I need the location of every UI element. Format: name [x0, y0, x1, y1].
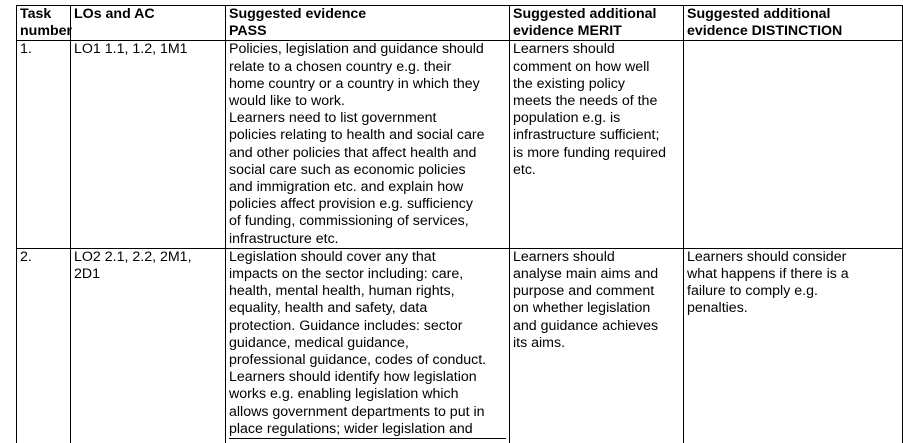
header-pass: Suggested evidence PASS — [226, 6, 510, 41]
distinction-cell: Learners should consider what happens if there is a failure to comply e.g. penalties. — [684, 248, 903, 443]
assessment-criteria-table — [16, 5, 903, 443]
pass-cell: Legislation should cover any that impacts on the sector including: care, health, mental health, human rights, equality, health and safety, data protection. Guidance includes: sector guidance, medical guidance, professional guidance, codes of conduct. Learners should identify how legislation works e.g. enabling legislation which allows government departments to put in place regulations; wider legislation and — [226, 248, 510, 443]
los-cell: LO1 1.1, 1.2, 1M1 — [71, 41, 226, 248]
header-task-number: Task number — [17, 6, 71, 41]
header-row — [17, 6, 903, 41]
header-merit: Suggested additional evidence MERIT — [510, 6, 684, 41]
task-number-cell: 1. — [17, 41, 71, 248]
pass-cell: Policies, legislation and guidance should relate to a chosen country e.g. their home country or a country in which they would like to work. Learners need to list government policies relating to health and social care and other policies that affect health and social care such as economic policies and immigration etc. and explain how policies affect provision e.g. sufficiency of funding, commissioning of services, infrastructure etc. — [226, 41, 510, 248]
header-los-and-ac: LOs and AC — [71, 6, 226, 41]
merit-cell: Learners should comment on how well the existing policy meets the needs of the population e.g. is infrastructure sufficient; is more funding required etc. — [510, 41, 684, 248]
los-cell: LO2 2.1, 2.2, 2M1, 2D1 — [71, 248, 226, 443]
header-distinction: Suggested additional evidence DISTINCTION — [684, 6, 903, 41]
distinction-cell — [684, 41, 903, 248]
table-row — [17, 41, 903, 248]
task-number-cell: 2. — [17, 248, 71, 443]
merit-cell: Learners should analyse main aims and purpose and comment on whether legislation and guidance achieves its aims. — [510, 248, 684, 443]
table-row — [17, 248, 903, 443]
